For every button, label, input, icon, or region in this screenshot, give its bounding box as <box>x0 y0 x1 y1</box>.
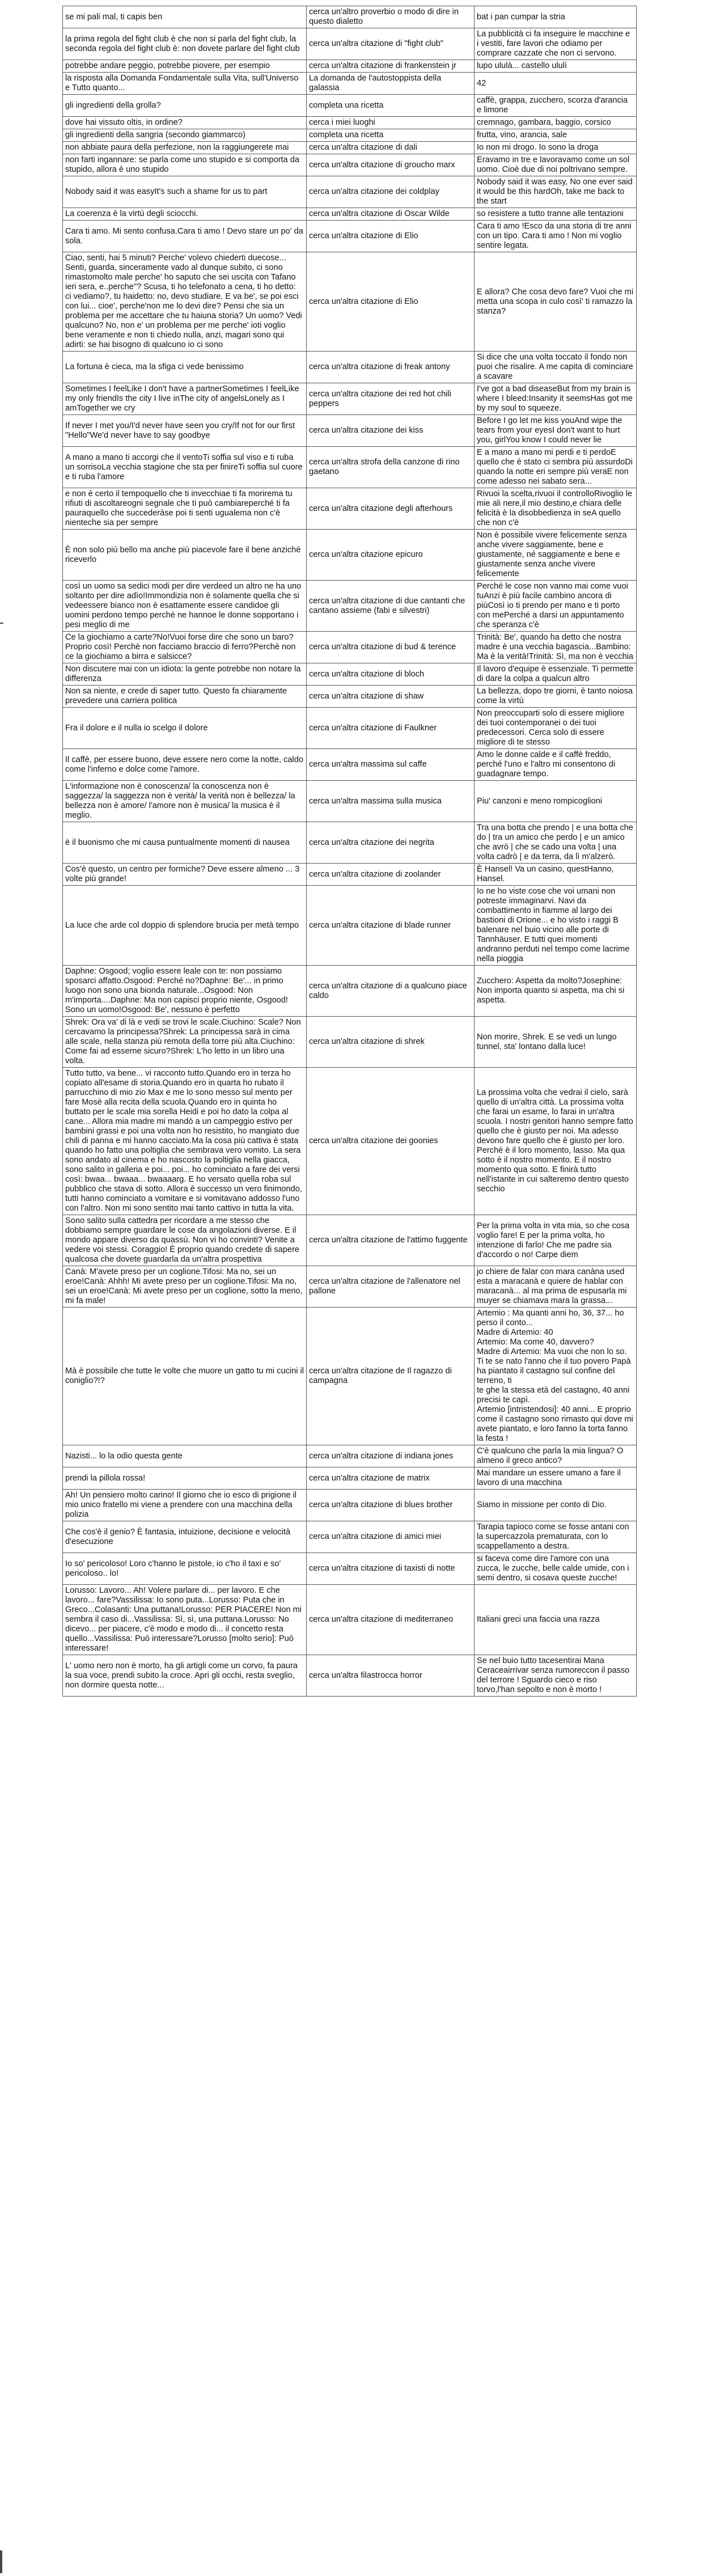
table-row <box>63 864 637 886</box>
table-row <box>63 488 637 530</box>
prompt-cell: If never I met you/I'd never have seen you cry/If not for our first "Hello"We'd never have to say goodbye <box>63 415 307 447</box>
table-row <box>63 1585 637 1655</box>
prompt-cell: Fra il dolore e il nulla io scelgo il dolore <box>63 708 307 749</box>
instruction-cell: cerca un'altra citazione di blade runner <box>307 886 475 966</box>
instruction-cell: cerca un'altra citazione di indiana jones <box>307 1445 475 1467</box>
quotes-table <box>62 6 637 1697</box>
response-cell: Tarapia tapioco come se fosse antani con la supercazzola prematurata, con lo scappellamento a destra. <box>475 1521 637 1553</box>
table-row <box>63 447 637 488</box>
response-cell: Artemio : Ma quanti anni ho, 36, 37... ho perso il conto... Madre di Artemio: 40 Artemio: Ma come 40, davvero? Madre di Artemio: Ma vuoi che non lo so. Ti te se nato l'anno che il tuo povero Papà ha piantato il castagno sul confine del terreno, ti te ghe la stessa età del castagno, 40 anni precisi te capì. Artemio [intristendosi]: 40 anni... E proprio come il castagno sono rimasto qui dove mi avete piantato, e loro fanno la torta fanno la festa ! <box>475 1308 637 1445</box>
table-row <box>63 383 637 415</box>
response-cell: 42 <box>475 73 637 95</box>
table-row <box>63 1521 637 1553</box>
instruction-cell: completa una ricetta <box>307 95 475 117</box>
response-cell: Amo le donne calde e il caffè freddo, perché l'uno e l'altro mi consentono di guadagnare tempo. <box>475 749 637 781</box>
prompt-cell: Io so' pericoloso! Loro c'hanno le pistole, io c'ho il taxi e so' pericoloso.. lo! <box>63 1553 307 1585</box>
table-row <box>63 1490 637 1521</box>
prompt-cell: Cos'è questo, un centro per formiche? Deve essere almeno ... 3 volte più grande! <box>63 864 307 886</box>
prompt-cell: non farti ingannare: se parla come uno stupido e si comporta da stupido, allora è uno stupido <box>63 154 307 176</box>
prompt-cell: È non solo più bello ma anche più piacevole fare il bene anziché riceverlo <box>63 530 307 581</box>
prompt-cell: Che cos'è il genio? È fantasia, intuizione, decisione e velocità d'esecuzione <box>63 1521 307 1553</box>
table-row <box>63 1445 637 1467</box>
table-row <box>63 708 637 749</box>
instruction-cell: cerca un'altro proverbio o modo di dire in questo dialetto <box>307 6 475 28</box>
prompt-cell: Shrek: Ora va' di là e vedi se trovi le scale.Ciuchino: Scale? Non cercavamo la principessa?Shrek: La principessa sarà in cima alle scale, nella stanza più remota della torre più alta.Ciuchino: Come fai ad esserne sicuro?Shrek: L'ho letto in un libro una volta. <box>63 1017 307 1068</box>
prompt-cell: Daphne: Osgood; voglio essere leale con te: non possiamo sposarci affatto.Osgood: Perché no?Daphne: Be'... in primo luogo non sono una bionda naturale...Osgood: Non m'importa....Daphne: Ma non capisci proprio niente, Osgood! Sono un uomo!Osgood: Be', nessuno è perfetto <box>63 966 307 1017</box>
table-row <box>63 686 637 708</box>
instruction-cell: cerca un'altra citazione di blues brother <box>307 1490 475 1521</box>
response-cell: Before I go let me kiss youAnd wipe the tears from your eyesI don't want to hurt you, girlYou know I could never lie <box>475 415 637 447</box>
table-row <box>63 221 637 252</box>
prompt-cell: dove hai vissuto oltis, in ordine? <box>63 117 307 129</box>
table-row <box>63 1215 637 1266</box>
response-cell: jo chiere de falar con mara canàna used esta a maracanà e quiere de hablar con maracanà... al ma prima de espusarla mi muyer se chiamava mara la grassa... <box>475 1266 637 1308</box>
response-cell: È Hansel! Va un casino, questHanno, Hansel. <box>475 864 637 886</box>
table-row <box>63 663 637 686</box>
prompt-cell: Mà è possibile che tutte le volte che muore un gatto tu mi cucini il coniglio?!? <box>63 1308 307 1445</box>
prompt-cell: Nazisti... lo la odio questa gente <box>63 1445 307 1467</box>
instruction-cell: La domanda de l'autostoppista della galassia <box>307 73 475 95</box>
instruction-cell: cerca i miei luoghi <box>307 117 475 129</box>
table-row <box>63 1467 637 1490</box>
instruction-cell: cerca un'altra citazione dei coldplay <box>307 176 475 208</box>
instruction-cell: cerca un'altra citazione dei kiss <box>307 415 475 447</box>
response-cell: La prossima volta che vedrai il cielo, sarà quello di un'altra città. La prossima volta che farai un esame, lo farai in un'altra scuola. I nostri genitori hanno sempre fatto quello che è giusto per noi. Ma adesso devono fare quello che è giusto per loro. Perché è il loro momento, lasso. Ma qua sotto è il nostro momento. E il nostro momento qua sotto. E finirà tutto nell'istante in cui salteremo dentro questo secchio <box>475 1068 637 1215</box>
prompt-cell: Ciao, senti, hai 5 minuti? Perche' volevo chiederti duecose... Senti, guarda, sinceramente vado al dunque subito, ci sono rimastomolto male perche' ho saputo che sei uscita con Tafano ieri sera, e..perche"? Scusa, ti ho telefonato a cena, ti ho detto: ci vediamo?, tu haidetto: no, devo studiare. E va be', se poi esci con lui... cioe', perche'non me lo devi dire? Pensi che sia un problema per me accettare che tu haiuna storia? Un uomo? Vedi qualcuno? No, non e' un problema per me perche' ioti voglio bene veramente e non ti chiedo nulla, anzi, magari sono qui adirti: se hai bisogno di qualcuno io ci sono <box>63 252 307 352</box>
table-row <box>63 117 637 129</box>
response-cell: Cara ti amo !Esco da una storia di tre anni con un tipo. Cara ti amo ! Non mi voglio sentire legata. <box>475 221 637 252</box>
margin-mark-top <box>0 623 3 624</box>
prompt-cell: prendi la pillola rossa! <box>63 1467 307 1490</box>
prompt-cell: Ce la giochiamo a carte?No!Vuoi forse dire che sono un baro?Proprio così! Perchè non facciamo braccio di ferro?Perchè non ce la giochiamo a birra e salsicce? <box>63 632 307 663</box>
table-row <box>63 252 637 352</box>
table-row <box>63 886 637 966</box>
table-row <box>63 749 637 781</box>
prompt-cell: L'informazione non è conoscenza/ la conoscenza non è saggezza/ la saggezza non è verità/ la verità non è bellezza/ la bellezza non è amore/ l'amore non è musica/ la musica è il meglio. <box>63 781 307 822</box>
response-cell: so resistere a tutto tranne alle tentazioni <box>475 208 637 221</box>
response-cell: Zucchero: Aspetta da molto?Josephine: Non importa quanto si aspetta, ma chi si aspetta. <box>475 966 637 1017</box>
prompt-cell: Sono salito sulla cattedra per ricordare a me stesso che dobbiamo sempre guardare le cose da angolazioni diverse. E il mondo appare diverso da quassù. Non vi ho convinti? Venite a vedere voi stessi. Coraggio! È proprio quando credete di sapere qualcosa che dovete guardarla da un'altra prospettiva <box>63 1215 307 1266</box>
table-row <box>63 154 637 176</box>
prompt-cell: Il caffè, per essere buono, deve essere nero come la notte, caldo come l'inferno e dolce come l'amore. <box>63 749 307 781</box>
instruction-cell: cerca un'altra citazione di Elio <box>307 221 475 252</box>
table-row <box>63 73 637 95</box>
table-row <box>63 822 637 864</box>
instruction-cell: cerca un'altra citazione epicuro <box>307 530 475 581</box>
response-cell: Non morire, Shrek. E se vedi un lungo tunnel, sta' lontano dalla luce! <box>475 1017 637 1068</box>
prompt-cell: Lorusso: Lavoro... Ah! Volere parlare di... per lavoro. E che lavoro... fare?Vassilissa: Io sono puta...Lorusso: Puta che in Greco...Colasanti: Una puttana!Lorusso: PER PIACERE! Non mi sembra il caso di...Vassilissa: Sì, sì, una puttana.Lorusso: No dicevo... per piacere, c'è modo e modo di... il concetto resta quello...Vassilissa: Può interessare?Lorusso [molto serio]: Può interessare! <box>63 1585 307 1655</box>
table-row <box>63 1266 637 1308</box>
table-row <box>63 781 637 822</box>
response-cell: Il lavoro d'equipe è essenziale. Ti permette di dare la colpa a qualcun altro <box>475 663 637 686</box>
table-row <box>63 129 637 142</box>
table-row <box>63 415 637 447</box>
table-row <box>63 352 637 383</box>
response-cell: La pubblicità ci fa inseguire le macchine e i vestiti, fare lavori che odiamo per comprare cazzate che non ci servono. <box>475 28 637 60</box>
instruction-cell: cerca un'altra citazione dei negrita <box>307 822 475 864</box>
response-cell: Se nel buio tutto tacesentirai Mana Ceraceairrivar senza rumoreccon il passo del terrore ! Sguardo cieco e riso torvo,l'han sepolto e non è morto ! <box>475 1655 637 1697</box>
prompt-cell: gli ingredienti della grolla? <box>63 95 307 117</box>
prompt-cell: La luce che arde col doppio di splendore brucia per metà tempo <box>63 886 307 966</box>
instruction-cell: cerca un'altra citazione de matrix <box>307 1467 475 1490</box>
instruction-cell: cerca un'altra citazione di shaw <box>307 686 475 708</box>
response-cell: Io non mi drogo. Io sono la droga <box>475 142 637 154</box>
table-row <box>63 1017 637 1068</box>
prompt-cell: così un uomo sa sedici modi per dire verdeed un altro ne ha uno soltanto per dire adìo!Immondizia non è solamente quella che si vedeessere bianco non è esattamente essere candidoe gli uomini perdono tempo perché ne hannoe le donne sopportano i pesi meglio di me <box>63 581 307 632</box>
instruction-cell: cerca un'altra citazione di mediterraneo <box>307 1585 475 1655</box>
prompt-cell: L' uomo nero non è morto, ha gli artigli come un corvo, fa paura la sua voce, prendi subito la croce. Apri gli occhi, resta sveglio, non dormire questa notte... <box>63 1655 307 1697</box>
response-cell: Non preoccuparti solo di essere migliore dei tuoi contemporanei o dei tuoi predecessori. Cerca solo di essere migliore di te stesso <box>475 708 637 749</box>
prompt-cell: potrebbe andare peggio, potrebbe piovere, per esempio <box>63 60 307 73</box>
response-cell: si faceva come dire l'amore con una zucca, le zucche, belle calde umide, con i semi dentro, si cosava queste zucche! <box>475 1553 637 1585</box>
table-row <box>63 1553 637 1585</box>
response-cell: Tra una botta che prendo | e una botta che do | tra un amico che perdo | e un amico che avrò | che se cado una volta | una volta cadrò | e da terra, da lì m'alzerò. <box>475 822 637 864</box>
table-row <box>63 60 637 73</box>
table-row <box>63 95 637 117</box>
instruction-cell: cerca un'altra citazione di bloch <box>307 663 475 686</box>
table-row <box>63 6 637 28</box>
margin-mark-bottom <box>0 2550 2 2573</box>
instruction-cell: cerca un'altra citazione de Il ragazzo di campagna <box>307 1308 475 1445</box>
instruction-cell: cerca un'altra citazione di dali <box>307 142 475 154</box>
instruction-cell: cerca un'altra strofa della canzone di rino gaetano <box>307 447 475 488</box>
response-cell: Rivuoi la scelta,rivuoi il controlloRivoglio le mie ali nere,il mio destino,e chiara delle felicità è la disobbedienza in seA quello che non c'è <box>475 488 637 530</box>
response-cell: E allora? Che cosa devo fare? Vuoi che mi metta una scopa in culo così' ti ramazzo la stanza? <box>475 252 637 352</box>
table-row <box>63 966 637 1017</box>
response-cell: Italiani greci una faccia una razza <box>475 1585 637 1655</box>
instruction-cell: cerca un'altra citazione di Faulkner <box>307 708 475 749</box>
response-cell: Si dice che una volta toccato il fondo non puoi che risalire. A me capita di cominciare a scavare <box>475 352 637 383</box>
instruction-cell: cerca un'altra citazione di shrek <box>307 1017 475 1068</box>
instruction-cell: cerca un'altra massima sul caffe <box>307 749 475 781</box>
response-cell: I've got a bad diseaseBut from my brain is where I bleed:Insanity it seemsHas got me by my soul to squeeze. <box>475 383 637 415</box>
table-row <box>63 581 637 632</box>
response-cell: C'è qualcuno che parla la mia lingua? O almeno il greco antico? <box>475 1445 637 1467</box>
instruction-cell: cerca un'altra citazione di zoolander <box>307 864 475 886</box>
prompt-cell: la prima regola del fight club è che non si parla del fight club, la seconda regola del fight club è: non dovete parlare del fight club <box>63 28 307 60</box>
response-cell: Nobody said it was easy, No one ever said it would be this hardOh, take me back to the start <box>475 176 637 208</box>
prompt-cell: Non sa niente, e crede di saper tutto. Questo fa chiaramente prevedere una carriera politica <box>63 686 307 708</box>
prompt-cell: la risposta alla Domanda Fondamentale sulla Vita, sull'Universo e Tutto quanto... <box>63 73 307 95</box>
response-cell: Perché le cose non vanno mai come vuoi tuAnzi è più facile cambino ancora di piùCosì io ti prendo per mano e ti porto con mePerché a darsi un appuntamento che speranza c'è <box>475 581 637 632</box>
response-cell: lupo ululà... castello ululì <box>475 60 637 73</box>
response-cell: Siamo in missione per conto di Dio. <box>475 1490 637 1521</box>
table-row <box>63 208 637 221</box>
prompt-cell: non abbiate paura della perfezione, non la raggiungerete mai <box>63 142 307 154</box>
prompt-cell: Ah! Un pensiero molto carino! Il giorno che io esco di prigione il mio unico fratello mi viene a prendere con una macchina della polizia <box>63 1490 307 1521</box>
prompt-cell: La coerenza è la virtù degli sciocchi. <box>63 208 307 221</box>
instruction-cell: cerca un'altra citazione di groucho marx <box>307 154 475 176</box>
instruction-cell: cerca un'altra citazione di amici miei <box>307 1521 475 1553</box>
prompt-cell: Sometimes I feelLike I don't have a partnerSometimes I feelLike my only friendIs the city I live inThe city of angelsLonely as I amTogether we cry <box>63 383 307 415</box>
instruction-cell: cerca un'altra citazione di freak antony <box>307 352 475 383</box>
response-cell: Eravamo in tre e lavoravamo come un sol uomo. Cioè due di noi poltrivano sempre. <box>475 154 637 176</box>
instruction-cell: cerca un'altra citazione di "fight club" <box>307 28 475 60</box>
instruction-cell: cerca un'altra filastrocca horror <box>307 1655 475 1697</box>
prompt-cell: gli ingredienti della sangria (secondo giammarco) <box>63 129 307 142</box>
table-row <box>63 176 637 208</box>
prompt-cell: Non discutere mai con un idiota: la gente potrebbe non notare la differenza <box>63 663 307 686</box>
instruction-cell: cerca un'altra citazione di a qualcuno piace caldo <box>307 966 475 1017</box>
response-cell: caffè, grappa, zucchero, scorza d'arancia e limone <box>475 95 637 117</box>
instruction-cell: cerca un'altra citazione di taxisti di notte <box>307 1553 475 1585</box>
instruction-cell: completa una ricetta <box>307 129 475 142</box>
response-cell: Per la prima volta in vita mia, so che cosa voglio fare! E per la prima volta, ho intenzione di farlo! Che me padre sia d'accordo o no! Carpe diem <box>475 1215 637 1266</box>
table-row <box>63 142 637 154</box>
table-row <box>63 530 637 581</box>
prompt-cell: Tutto tutto, va bene... vi racconto tutto.Quando ero in terza ho copiato all'esame di storia.Quando ero in quarta ho rubato il parrucchino di mio zio Max e me lo sono messo sul mento per fare Mosè alla recita della scuola.Quando ero in quinta ho buttato per le scale mia sorella Heidi e poi ho dato la colpa al cane... Allora mia madre mi mandò a un campeggio estivo per bambini grassi e poi una volta non ho resistito, ho mangiato due chili di panna e mi hanno cacciato.Ma la cosa più cattiva è stata quando ho fatto una poltiglia che sembrava vero vomito. La sera sono andato al cinema e ho nascosto la poltiglia nella giacca, sono salito in galleria e poi... poi... ho cominciato a fare dei versi così: bwaa... bwaaa... bwaaaarg. E ho versato quella roba sul pubblico che stava di sotto. Allora è successo un vero finimondo, tutti hanno cominciato a vomitare e si vomitavano addosso l'uno con l'altro. Non mi sono sentito mai tanto cattivo in tutta la vita. <box>63 1068 307 1215</box>
prompt-cell: Nobody said it was easyIt's such a shame for us to part <box>63 176 307 208</box>
response-cell: Io ne ho viste cose che voi umani non potreste immaginarvi. Navi da combattimento in fiamme al largo dei bastioni di Orione... e ho visto i raggi B balenare nel buio vicino alle porte di Tannhäuser. E tutti quei momenti andranno perduti nel tempo come lacrime nella pioggia <box>475 886 637 966</box>
instruction-cell: cerca un'altra citazione dei red hot chili peppers <box>307 383 475 415</box>
instruction-cell: cerca un'altra massima sulla musica <box>307 781 475 822</box>
response-cell: Trinità: Be', quando ha detto che nostra madre è una vecchia bagascia...Bambino: Ma è la verità!Trinità: Sì, ma non è vecchia <box>475 632 637 663</box>
table-row <box>63 28 637 60</box>
instruction-cell: cerca un'altra citazione degli afterhours <box>307 488 475 530</box>
table-row <box>63 1068 637 1215</box>
response-cell: Mai mandare un essere umano a fare il lavoro di una macchina <box>475 1467 637 1490</box>
instruction-cell: cerca un'altra citazione di due cantanti che cantano assieme (fabi e silvestri) <box>307 581 475 632</box>
instruction-cell: cerca un'altra citazione de l'allenatore nel pallone <box>307 1266 475 1308</box>
prompt-cell: Canà: M'avete preso per un coglione.Tifosi: Ma no, sei un eroe!Canà: Ahhh! Mi avete preso per un coglione.Tifosi: Ma no, sei un eroe!Canà: Mi avete preso per un coglione, sotto la meno, mi fa male! <box>63 1266 307 1308</box>
response-cell: E a mano a mano mi perdi e ti perdoE quello che è stato ci sembra più assurdoDi quando la notte eri sempre più veraE non come adesso nei sabato sera... <box>475 447 637 488</box>
prompt-cell: A mano a mano ti accorgi che il ventoTi soffia sul viso e ti ruba un sorrisoLa vecchia stagione che sta per finireTi soffia sul cuore e ti ruba l'amore <box>63 447 307 488</box>
instruction-cell: cerca un'altra citazione dei goonies <box>307 1068 475 1215</box>
table-row <box>63 632 637 663</box>
instruction-cell: cerca un'altra citazione di Oscar Wilde <box>307 208 475 221</box>
table-row <box>63 1655 637 1697</box>
prompt-cell: La fortuna è cieca, ma la sfiga ci vede benissimo <box>63 352 307 383</box>
response-cell: La bellezza, dopo tre giorni, è tanto noiosa come la virtù <box>475 686 637 708</box>
response-cell: cremnago, gambara, baggio, corsico <box>475 117 637 129</box>
prompt-cell: Cara ti amo. Mi sento confusa.Cara ti amo ! Devo stare un po' da sola. <box>63 221 307 252</box>
table-row <box>63 1308 637 1445</box>
response-cell: frutta, vino, arancia, sale <box>475 129 637 142</box>
instruction-cell: cerca un'altra citazione de l'attimo fuggente <box>307 1215 475 1266</box>
prompt-cell: è il buonismo che mi causa puntualmente momenti di nausea <box>63 822 307 864</box>
response-cell: Non è possibile vivere felicemente senza anche vivere saggiamente, bene e giustamente, né saggiamente e bene e giustamente senza anche vivere felicemente <box>475 530 637 581</box>
response-cell: bat i pan cumpar la stria <box>475 6 637 28</box>
instruction-cell: cerca un'altra citazione di frankenstein jr <box>307 60 475 73</box>
instruction-cell: cerca un'altra citazione di bud & terence <box>307 632 475 663</box>
response-cell: Piu' canzoni e meno rompicoglioni <box>475 781 637 822</box>
instruction-cell: cerca un'altra citazione di Elio <box>307 252 475 352</box>
prompt-cell: se mi pali mal, ti capis ben <box>63 6 307 28</box>
prompt-cell: e non è certo il tempoquello che ti invecchiae ti fa morirema tu rifiuti di ascoltareogni segnale che ti può cambiareperché ti fa pauraquello che succederàse poi ti senti ugualema non c'è nienteche sia per sempre <box>63 488 307 530</box>
